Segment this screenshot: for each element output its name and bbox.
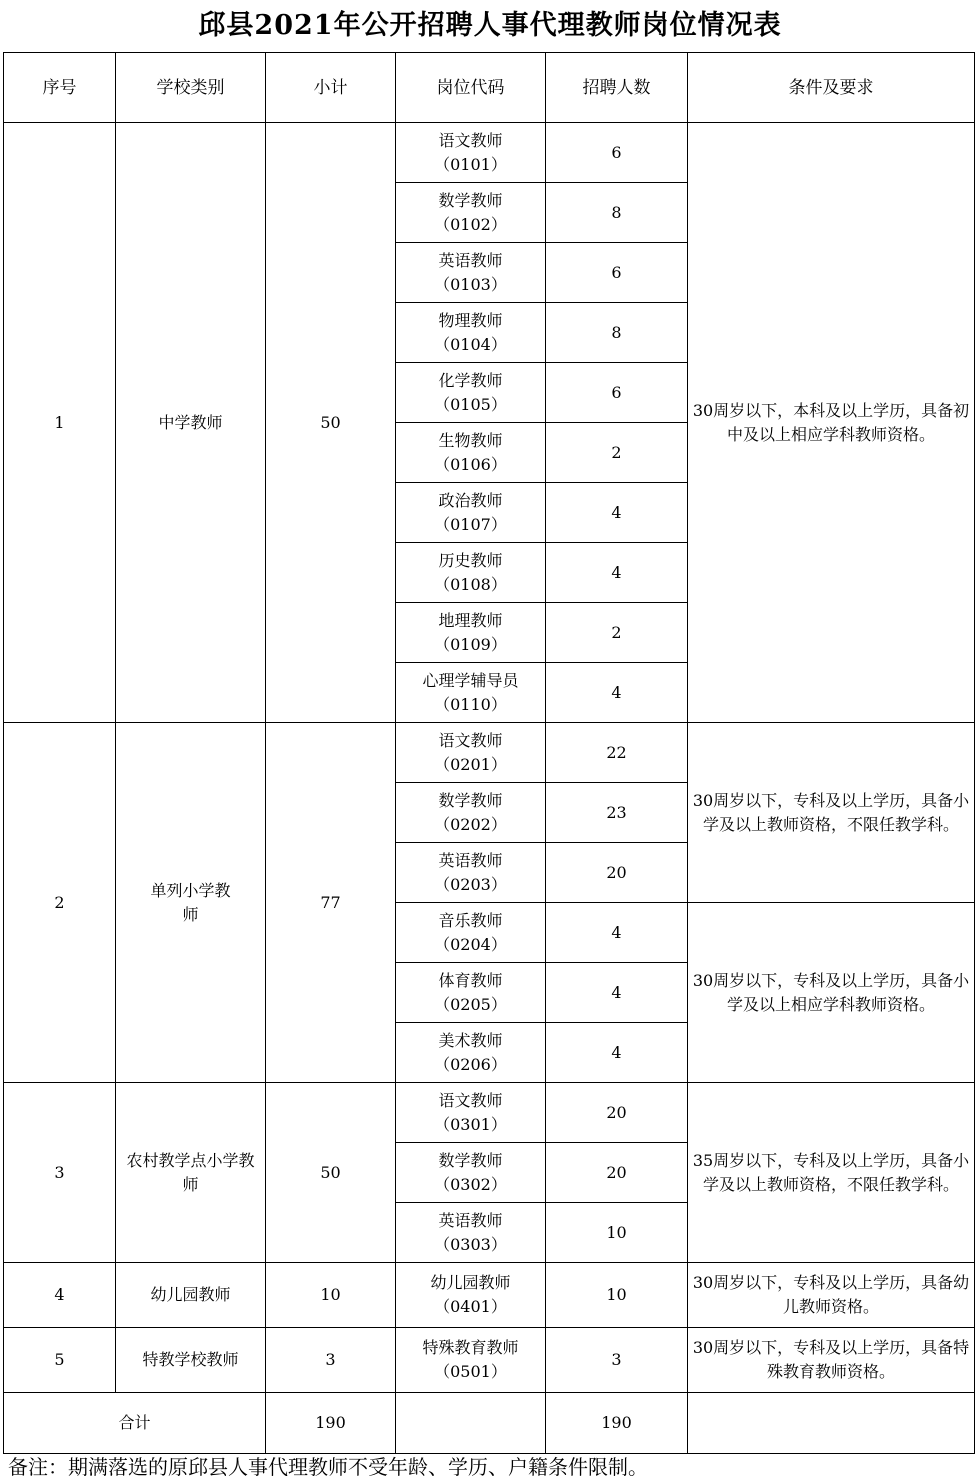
- table-row: [4, 1263, 975, 1328]
- hire-count-cell: 8: [546, 183, 688, 243]
- position-name: 语文教师: [438, 1090, 503, 1110]
- seq-cell: 3: [4, 1083, 116, 1263]
- position-code: （0202）: [434, 814, 507, 834]
- table-row: [4, 123, 975, 183]
- hire-count-cell: 3: [546, 1328, 688, 1393]
- position-name: 体育教师: [438, 970, 503, 990]
- subtotal-cell: 10: [266, 1263, 396, 1328]
- position-code: （0301）: [434, 1114, 507, 1134]
- subtotal-cell: 77: [266, 723, 396, 1083]
- position-name: 英语教师: [438, 1210, 503, 1230]
- hire-count-cell: 23: [546, 783, 688, 843]
- position-cell: [396, 543, 546, 603]
- hire-count-cell: 4: [546, 903, 688, 963]
- position-name: 美术教师: [438, 1030, 503, 1050]
- total-hire-count: 190: [546, 1393, 688, 1454]
- position-name: 政治教师: [438, 490, 503, 510]
- position-code: （0205）: [434, 994, 507, 1014]
- position-cell: [396, 423, 546, 483]
- position-code: （0103）: [434, 274, 507, 294]
- hire-count-cell: 4: [546, 1023, 688, 1083]
- position-name: 语文教师: [438, 130, 503, 150]
- position-code: （0201）: [434, 754, 507, 774]
- position-name: 语文教师: [438, 730, 503, 750]
- position-code: （0108）: [434, 574, 507, 594]
- position-cell: [396, 843, 546, 903]
- position-cell: [396, 603, 546, 663]
- position-cell: [396, 1263, 546, 1328]
- position-name: 数学教师: [438, 190, 503, 210]
- position-code: （0105）: [434, 394, 507, 414]
- position-code: （0107）: [434, 514, 507, 534]
- position-code: （0109）: [434, 634, 507, 654]
- hire-count-cell: 2: [546, 603, 688, 663]
- position-cell: [396, 1328, 546, 1393]
- school-type-cell: 单列小学教师: [116, 723, 266, 1083]
- school-type-cell: 中学教师: [116, 123, 266, 723]
- total-empty-requirements: [688, 1393, 975, 1454]
- header-row: [4, 53, 975, 123]
- position-name: 英语教师: [438, 250, 503, 270]
- position-cell: [396, 303, 546, 363]
- seq-cell: 5: [4, 1328, 116, 1393]
- requirements-cell: 30周岁以下，本科及以上学历，具备初中及以上相应学科教师资格。: [688, 123, 975, 723]
- school-type-cell: 幼儿园教师: [116, 1263, 266, 1328]
- recruitment-table: [3, 52, 975, 1454]
- position-cell: [396, 723, 546, 783]
- table-row: [4, 1083, 975, 1143]
- position-name: 物理教师: [438, 310, 503, 330]
- position-name: 数学教师: [438, 790, 503, 810]
- position-cell: [396, 123, 546, 183]
- hire-count-cell: 6: [546, 123, 688, 183]
- requirements-cell: 30周岁以下，专科及以上学历，具备小学及以上教师资格，不限任教学科。: [688, 723, 975, 903]
- header-school-type: 学校类别: [116, 53, 266, 123]
- subtotal-cell: 50: [266, 123, 396, 723]
- table-row: [4, 723, 975, 783]
- hire-count-cell: 20: [546, 1143, 688, 1203]
- position-name: 化学教师: [438, 370, 503, 390]
- position-name: 生物教师: [438, 430, 503, 450]
- position-code: （0302）: [434, 1174, 507, 1194]
- position-cell: [396, 1143, 546, 1203]
- hire-count-cell: 2: [546, 423, 688, 483]
- position-code: （0106）: [434, 454, 507, 474]
- position-cell: [396, 363, 546, 423]
- hire-count-cell: 20: [546, 843, 688, 903]
- position-code: （0101）: [434, 154, 507, 174]
- hire-count-cell: 8: [546, 303, 688, 363]
- subtotal-cell: 3: [266, 1328, 396, 1393]
- school-type-cell: 特教学校教师: [116, 1328, 266, 1393]
- seq-cell: 2: [4, 723, 116, 1083]
- seq-cell: 1: [4, 123, 116, 723]
- requirements-cell: 30周岁以下，专科及以上学历，具备小学及以上相应学科教师资格。: [688, 903, 975, 1083]
- school-type-cell: 农村教学点小学教师: [116, 1083, 266, 1263]
- header-seq: 序号: [4, 53, 116, 123]
- position-cell: [396, 1203, 546, 1263]
- hire-count-cell: 10: [546, 1203, 688, 1263]
- position-cell: [396, 783, 546, 843]
- position-name: 英语教师: [438, 850, 503, 870]
- position-code: （0203）: [434, 874, 507, 894]
- header-position-code: 岗位代码: [396, 53, 546, 123]
- position-cell: [396, 1023, 546, 1083]
- position-code: （0110）: [434, 694, 507, 714]
- position-cell: [396, 243, 546, 303]
- hire-count-cell: 4: [546, 543, 688, 603]
- position-code: （0104）: [434, 334, 507, 354]
- subtotal-cell: 50: [266, 1083, 396, 1263]
- position-name: 数学教师: [438, 1150, 503, 1170]
- position-name: 音乐教师: [438, 910, 503, 930]
- page-title: 邱县2021年公开招聘人事代理教师岗位情况表: [198, 10, 782, 41]
- position-cell: [396, 903, 546, 963]
- position-code: （0206）: [434, 1054, 507, 1074]
- footnote: 备注：期满落选的原邱县人事代理教师不受年龄、学历、户籍条件限制。: [8, 1455, 648, 1479]
- header-subtotal: 小计: [266, 53, 396, 123]
- position-cell: [396, 1083, 546, 1143]
- total-subtotal: 190: [266, 1393, 396, 1454]
- requirements-cell: 35周岁以下，专科及以上学历，具备小学及以上教师资格，不限任教学科。: [688, 1083, 975, 1263]
- total-label: 合计: [4, 1393, 266, 1454]
- position-name: 幼儿园教师: [430, 1273, 511, 1292]
- position-name: 地理教师: [438, 610, 503, 630]
- position-code: （0102）: [434, 214, 507, 234]
- position-code: （0401）: [434, 1297, 507, 1316]
- position-cell: [396, 483, 546, 543]
- position-code: （0303）: [434, 1234, 507, 1254]
- hire-count-cell: 6: [546, 363, 688, 423]
- position-name: 特殊教育教师: [422, 1338, 519, 1357]
- header-hire-count: 招聘人数: [546, 53, 688, 123]
- position-cell: [396, 963, 546, 1023]
- requirements-cell: 30周岁以下，专科及以上学历，具备特殊教育教师资格。: [688, 1328, 975, 1393]
- table-row: [4, 1328, 975, 1393]
- position-name: 心理学辅导员: [422, 670, 519, 690]
- hire-count-cell: 20: [546, 1083, 688, 1143]
- position-cell: [396, 663, 546, 723]
- position-code: （0501）: [434, 1362, 507, 1381]
- hire-count-cell: 22: [546, 723, 688, 783]
- header-requirements: 条件及要求: [688, 53, 975, 123]
- requirements-cell: 30周岁以下，专科及以上学历，具备幼儿教师资格。: [688, 1263, 975, 1328]
- total-row: [4, 1393, 975, 1454]
- hire-count-cell: 4: [546, 483, 688, 543]
- hire-count-cell: 6: [546, 243, 688, 303]
- hire-count-cell: 10: [546, 1263, 688, 1328]
- position-cell: [396, 183, 546, 243]
- position-name: 历史教师: [438, 550, 503, 570]
- hire-count-cell: 4: [546, 963, 688, 1023]
- total-empty-cell: [396, 1393, 546, 1454]
- seq-cell: 4: [4, 1263, 116, 1328]
- position-code: （0204）: [434, 934, 507, 954]
- hire-count-cell: 4: [546, 663, 688, 723]
